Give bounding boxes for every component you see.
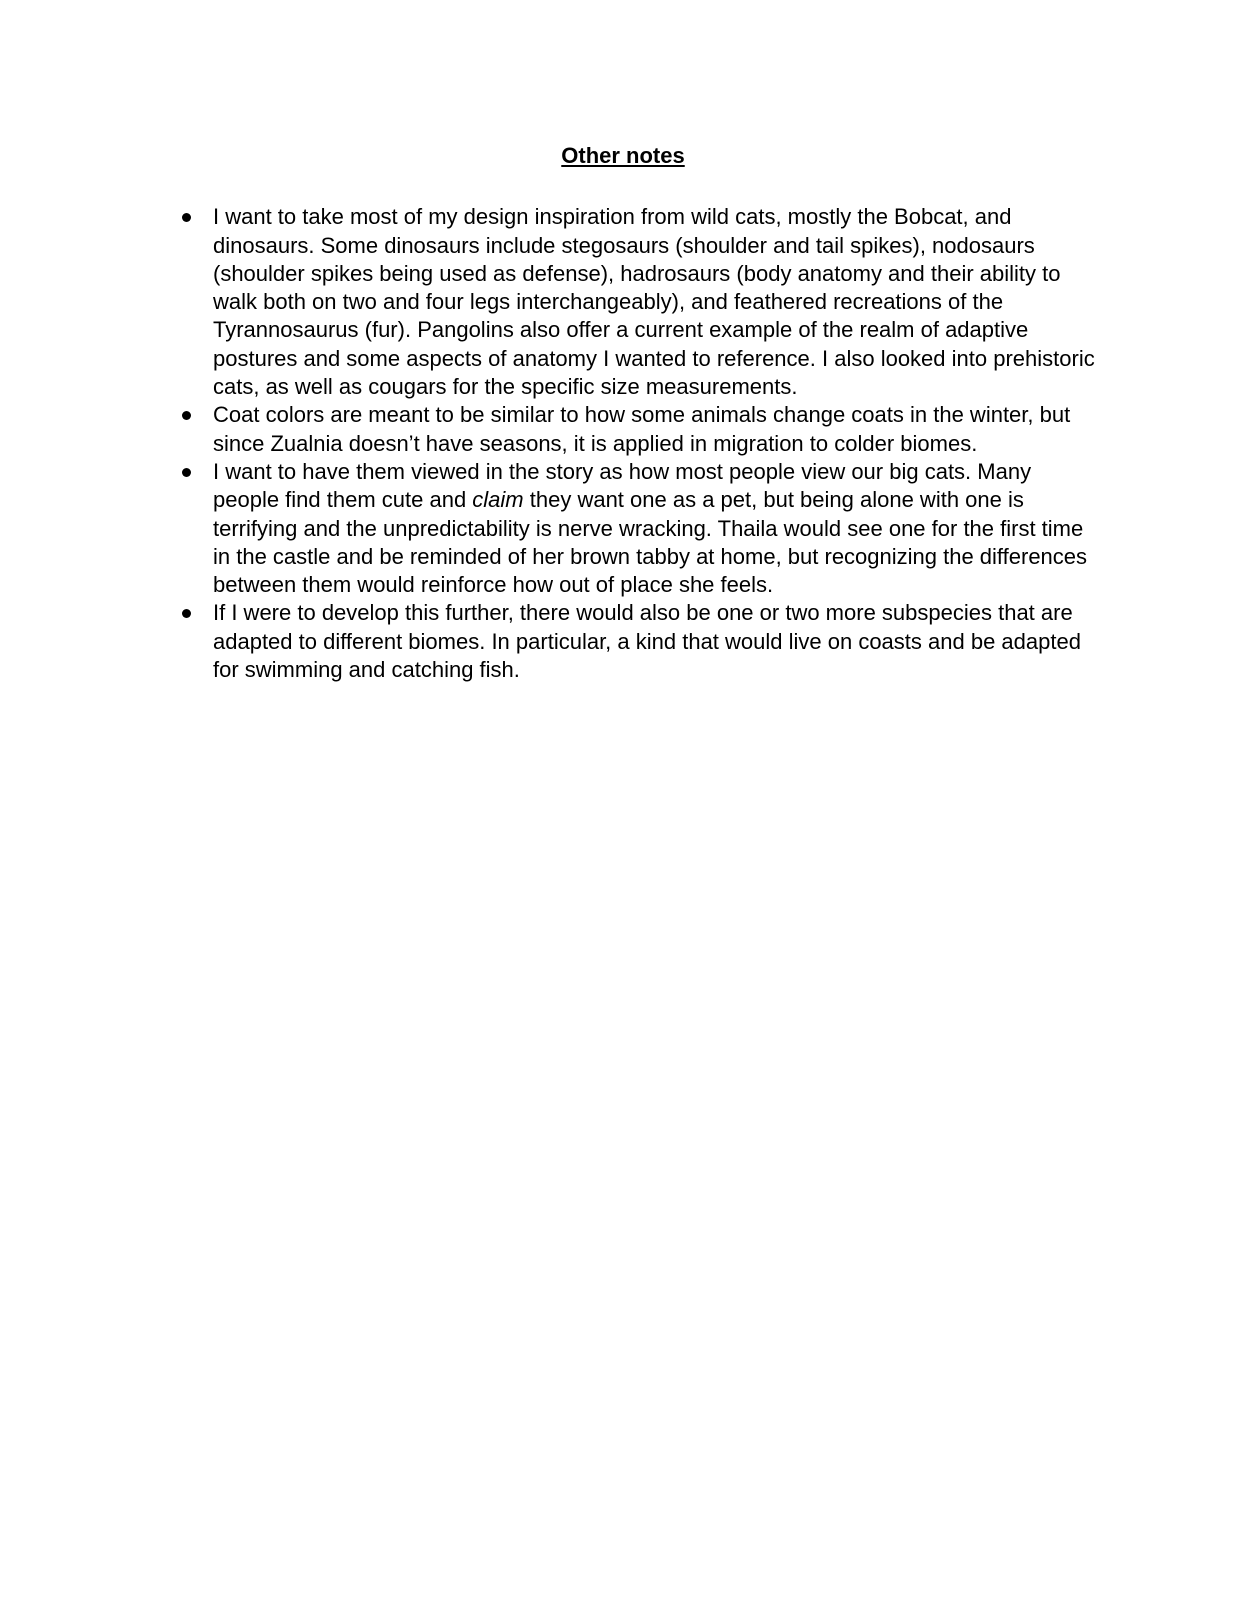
bullet-list xyxy=(146,203,1100,684)
list-item xyxy=(146,599,1100,684)
text-run: I want to have them viewed in the story as how most people view our big cats. Many people find them cute and xyxy=(213,458,1032,513)
text-run: Coat colors are meant to be similar to how some animals change coats in the winter, but since Zualnia doesn’t have seasons, it is applied in migration to colder biomes. xyxy=(213,402,1071,456)
list-item xyxy=(146,401,1100,458)
document-title: Other notes xyxy=(561,143,685,168)
text-run: they want one as a pet, but being alone with one is terrifying and the unpredictability is nerve wracking. Thaila would see one for the first time in the castle and be reminded of her brown tabby at home, but recognizing the differences between them would reinforce how out of place she feels. xyxy=(213,487,1088,598)
text-run: I want to take most of my design inspiration from wild cats, mostly the Bobcat, and dinosaurs. Some dinosaurs include stegosaurs (shoulder and tail spikes), nodosaurs (shoulder spikes being used as defense), hadrosaurs (body anatomy and their ability to walk both on two and four legs interchangeably), and feathered recreations of the Tyrannosaurus (fur). Pangolins also offer a current example of the realm of adaptive postures and some aspects of anatomy I wanted to reference. I also looked into prehistoric cats, as well as cougars for the specific size measurements. xyxy=(213,204,1095,400)
list-item xyxy=(146,203,1100,401)
emphasized-text: claim xyxy=(472,487,524,513)
list-item xyxy=(146,458,1100,599)
text-run: If I were to develop this further, there would also be one or two more subspecies that are adapted to different biomes. In particular, a kind that would live on coasts and be adapted for swimming and catching fish. xyxy=(213,600,1081,683)
